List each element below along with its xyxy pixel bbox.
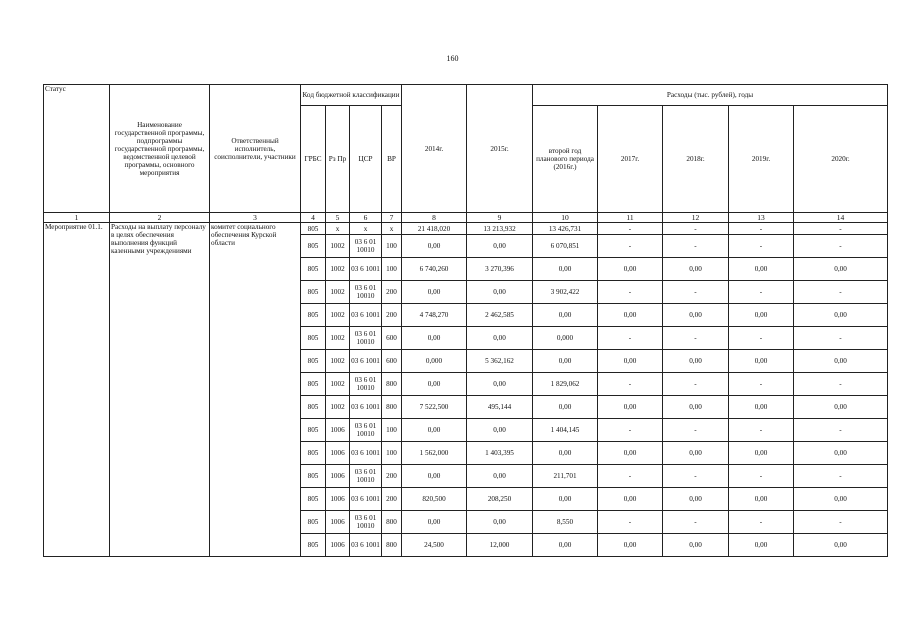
value-2015: 495,144 [467,396,533,419]
value-2014: 0,00 [402,327,467,350]
header-2018: 2018г. [663,106,729,213]
value-2015: 3 270,396 [467,258,533,281]
col-number: 6 [350,213,382,223]
value-2014: 21 418,020 [402,223,467,235]
value-2020: - [794,373,888,396]
col-number: 4 [301,213,326,223]
value-2020: - [794,281,888,304]
vr-cell: 800 [382,396,402,419]
value-2015: 208,250 [467,488,533,511]
grbs-cell: 805 [301,235,326,258]
value-2017: - [598,327,663,350]
value-2014: 4 748,270 [402,304,467,327]
activity-executor: комитет социального обеспечения Курской области [210,223,301,557]
col-number: 7 [382,213,402,223]
rzpr-cell: 1006 [326,488,350,511]
header-2015: 2015г. [467,85,533,213]
value-2015: 0,00 [467,281,533,304]
vr-cell: 800 [382,373,402,396]
csr-cell: 03 6 01 10010 [350,511,382,534]
rzpr-cell: 1002 [326,281,350,304]
value-2014: 0,00 [402,511,467,534]
grbs-cell: 805 [301,258,326,281]
value-2016: 13 426,731 [533,223,598,235]
value-2020: - [794,465,888,488]
value-2017: 0,00 [598,304,663,327]
value-2017: 0,00 [598,442,663,465]
value-2017: - [598,511,663,534]
csr-cell: 03 6 01 10010 [350,373,382,396]
value-2019: - [729,327,794,350]
value-2014: 0,000 [402,350,467,373]
value-2016: 1 404,145 [533,419,598,442]
csr-cell: 03 6 1001 [350,396,382,419]
value-2015: 1 403,395 [467,442,533,465]
vr-cell: 200 [382,304,402,327]
header-2019: 2019г. [729,106,794,213]
value-2018: 0,00 [663,304,729,327]
csr-cell: 03 6 01 10010 [350,465,382,488]
value-2015: 0,00 [467,373,533,396]
value-2016: 0,00 [533,396,598,419]
value-2014: 0,00 [402,281,467,304]
value-2016: 0,00 [533,258,598,281]
csr-cell: 03 6 01 10010 [350,327,382,350]
grbs-cell: 805 [301,223,326,235]
grbs-cell: 805 [301,304,326,327]
value-2017: 0,00 [598,350,663,373]
value-2020: - [794,511,888,534]
csr-cell: 03 6 1001 [350,304,382,327]
table-row [44,223,888,235]
value-2020: - [794,327,888,350]
rzpr-cell: 1002 [326,258,350,281]
grbs-cell: 805 [301,488,326,511]
value-2017: 0,00 [598,488,663,511]
value-2017: - [598,281,663,304]
grbs-cell: 805 [301,327,326,350]
value-2017: - [598,223,663,235]
value-2016: 0,00 [533,534,598,557]
col-number: 13 [729,213,794,223]
value-2018: 0,00 [663,258,729,281]
value-2018: - [663,511,729,534]
value-2018: - [663,465,729,488]
value-2014: 24,500 [402,534,467,557]
vr-cell: 800 [382,511,402,534]
rzpr-cell: 1006 [326,419,350,442]
value-2014: 0,00 [402,373,467,396]
value-2019: - [729,419,794,442]
value-2019: - [729,511,794,534]
value-2018: 0,00 [663,350,729,373]
value-2017: 0,00 [598,396,663,419]
value-2019: 0,00 [729,488,794,511]
page-number: 160 [446,54,459,63]
grbs-cell: 805 [301,442,326,465]
value-2020: - [794,223,888,235]
vr-cell: 600 [382,350,402,373]
rzpr-cell: 1002 [326,396,350,419]
value-2016: 0,00 [533,488,598,511]
rzpr-cell: 1006 [326,534,350,557]
rzpr-cell: 1002 [326,304,350,327]
col-number: 2 [110,213,210,223]
value-2020: 0,00 [794,258,888,281]
rzpr-cell: 1002 [326,327,350,350]
csr-cell: 03 6 1001 [350,258,382,281]
rzpr-cell: 1002 [326,373,350,396]
col-number: 9 [467,213,533,223]
header-row-top [44,85,888,106]
csr-cell: 03 6 01 10010 [350,281,382,304]
value-2016: 0,00 [533,304,598,327]
value-2017: 0,00 [598,534,663,557]
value-2015: 2 462,585 [467,304,533,327]
col-number: 8 [402,213,467,223]
value-2016: 8,550 [533,511,598,534]
header-2020: 2020г. [794,106,888,213]
value-2014: 0,00 [402,419,467,442]
value-2020: - [794,419,888,442]
grbs-cell: 805 [301,373,326,396]
vr-cell: 200 [382,465,402,488]
value-2019: - [729,465,794,488]
value-2019: 0,00 [729,396,794,419]
col-number: 1 [44,213,110,223]
value-2018: 0,00 [663,488,729,511]
header-grbs: ГРБС [301,106,326,213]
rzpr-cell: 1006 [326,511,350,534]
value-2015: 0,00 [467,511,533,534]
grbs-cell: 805 [301,350,326,373]
vr-cell: 800 [382,534,402,557]
col-number: 11 [598,213,663,223]
vr-cell: 100 [382,442,402,465]
col-number: 3 [210,213,301,223]
value-2016: 211,701 [533,465,598,488]
value-2016: 1 829,062 [533,373,598,396]
csr-cell: 03 6 01 10010 [350,419,382,442]
value-2018: 0,00 [663,442,729,465]
activity-name: Расходы на выплату персоналу в целях обеспечения выполнения функций казенными учреждениями [110,223,210,557]
value-2015: 5 362,162 [467,350,533,373]
value-2020: 0,00 [794,396,888,419]
rzpr-cell: 1006 [326,465,350,488]
budget-table [43,84,888,557]
value-2020: 0,00 [794,488,888,511]
value-2018: 0,00 [663,396,729,419]
rzpr-cell: 1002 [326,350,350,373]
value-2015: 0,00 [467,465,533,488]
value-2015: 0,00 [467,419,533,442]
value-2014: 820,500 [402,488,467,511]
value-2020: 0,00 [794,304,888,327]
value-2019: 0,00 [729,304,794,327]
vr-cell: 100 [382,258,402,281]
grbs-cell: 805 [301,396,326,419]
value-2017: - [598,419,663,442]
value-2020: 0,00 [794,534,888,557]
value-2015: 12,000 [467,534,533,557]
header-budget-code: Код бюджетной классификации [301,85,402,106]
value-2014: 6 740,260 [402,258,467,281]
csr-cell: 03 6 1001 [350,534,382,557]
vr-cell: х [382,223,402,235]
column-numbers-row [44,213,888,223]
value-2019: 0,00 [729,350,794,373]
value-2016: 0,00 [533,442,598,465]
grbs-cell: 805 [301,281,326,304]
value-2017: 0,00 [598,258,663,281]
value-2014: 1 562,000 [402,442,467,465]
value-2019: - [729,281,794,304]
vr-cell: 100 [382,235,402,258]
vr-cell: 600 [382,327,402,350]
col-number: 14 [794,213,888,223]
value-2018: - [663,373,729,396]
grbs-cell: 805 [301,511,326,534]
value-2018: - [663,281,729,304]
vr-cell: 200 [382,488,402,511]
value-2016: 6 070,851 [533,235,598,258]
value-2017: - [598,465,663,488]
value-2019: - [729,223,794,235]
rzpr-cell: 1002 [326,235,350,258]
rzpr-cell: 1006 [326,442,350,465]
vr-cell: 100 [382,419,402,442]
header-status: Статус [44,85,110,213]
header-2016: второй год планового периода (2016г.) [533,106,598,213]
value-2018: 0,00 [663,534,729,557]
value-2018: - [663,419,729,442]
grbs-cell: 805 [301,534,326,557]
value-2014: 7 522,500 [402,396,467,419]
header-csr: ЦСР [350,106,382,213]
value-2018: - [663,235,729,258]
header-2017: 2017г. [598,106,663,213]
value-2020: 0,00 [794,350,888,373]
col-number: 10 [533,213,598,223]
csr-cell: 03 6 1001 [350,488,382,511]
csr-cell: 03 6 1001 [350,350,382,373]
col-number: 12 [663,213,729,223]
header-expenses: Расходы (тыс. рублей), годы [533,85,888,106]
csr-cell: 03 6 1001 [350,442,382,465]
value-2017: - [598,235,663,258]
value-2015: 0,00 [467,235,533,258]
activity-status: Мероприятие 01.1. [44,223,110,557]
value-2019: 0,00 [729,258,794,281]
header-2014: 2014г. [402,85,467,213]
value-2015: 0,00 [467,327,533,350]
value-2014: 0,00 [402,235,467,258]
value-2017: - [598,373,663,396]
value-2018: - [663,223,729,235]
value-2020: 0,00 [794,442,888,465]
header-rzpr: Рз Пр [326,106,350,213]
value-2018: - [663,327,729,350]
value-2019: 0,00 [729,442,794,465]
value-2016: 0,00 [533,350,598,373]
header-executor: Ответственный исполнитель, соисполнители, участники [210,85,301,213]
value-2019: - [729,235,794,258]
grbs-cell: 805 [301,419,326,442]
col-number: 5 [326,213,350,223]
value-2019: 0,00 [729,534,794,557]
value-2014: 0,00 [402,465,467,488]
header-name: Наименование государственной программы, подпрограммы государственной программы, ведомственной целевой программы, основного мероприятия [110,85,210,213]
value-2015: 13 213,932 [467,223,533,235]
value-2016: 0,000 [533,327,598,350]
value-2019: - [729,373,794,396]
csr-cell: х [350,223,382,235]
header-vr: ВР [382,106,402,213]
value-2020: - [794,235,888,258]
csr-cell: 03 6 01 10010 [350,235,382,258]
grbs-cell: 805 [301,465,326,488]
vr-cell: 200 [382,281,402,304]
rzpr-cell: х [326,223,350,235]
value-2016: 3 902,422 [533,281,598,304]
